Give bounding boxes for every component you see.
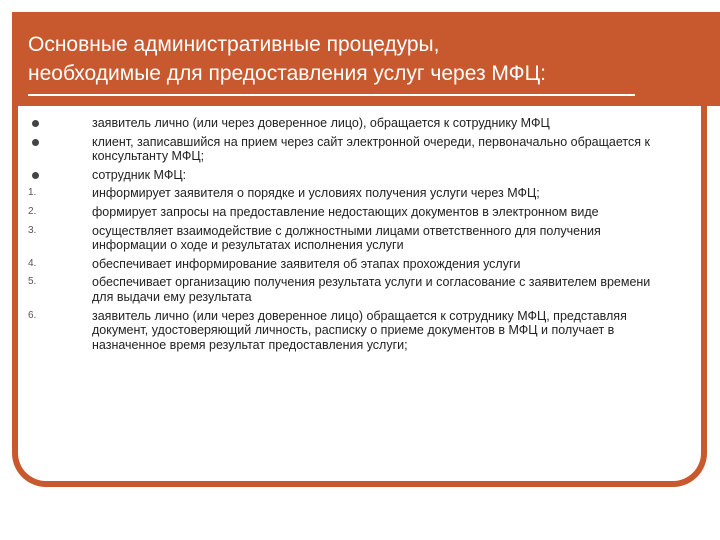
title-line-1: Основные административные процедуры, — [28, 33, 440, 56]
list-item-text: заявитель лично (или через доверенное лицо), обращается к сотруднику МФЦ — [92, 116, 550, 130]
list-marker: 2. — [28, 205, 37, 217]
list-item-text: обеспечивает информирование заявителя об этапах прохождения услуги — [92, 256, 521, 271]
procedure-list — [28, 114, 673, 352]
list-item — [28, 309, 673, 353]
list-item — [28, 275, 673, 304]
list-item — [28, 116, 673, 131]
list-marker — [28, 168, 48, 182]
bullet-dot-icon — [32, 139, 39, 146]
bullet-dot-icon — [32, 120, 39, 127]
list-item — [28, 205, 673, 220]
list-item — [28, 135, 673, 164]
slide-title — [28, 30, 648, 88]
title-line-2: необходимые для предоставления услуг через МФЦ: — [28, 62, 546, 85]
list-item-text: сотрудник МФЦ: — [92, 167, 187, 182]
list-item-text: формирует запросы на предоставление недостающих документов в электронном виде — [92, 204, 599, 219]
list-marker: 4. — [28, 257, 37, 269]
list-item-text: клиент, записавшийся на прием через сайт электронной очереди, первоначально обращается к консультанту МФЦ; — [92, 134, 650, 164]
list-item — [28, 168, 673, 183]
list-marker: 6. — [28, 309, 37, 321]
list-marker: 5. — [28, 276, 37, 288]
list-item-text: осуществляет взаимодействие с должностными лицами ответственного для получения информации о ходе и результатах исполнения услуги — [92, 223, 601, 253]
list-marker: 1. — [28, 187, 37, 199]
list-item-text: заявитель лично (или через доверенное лицо) обращается к сотруднику МФЦ, представляя документ, удостоверяющий личность, расписку о приеме документов в МФЦ и получает в назначенное время результат предоставления услуги; — [92, 308, 627, 352]
list-item-text: обеспечивает организацию получения результата услуги и согласование с заявителем времени для выдачи ему результата — [92, 275, 651, 304]
list-item — [28, 257, 673, 272]
list-marker: 3. — [28, 224, 37, 236]
list-item — [28, 224, 673, 253]
title-underline — [28, 94, 635, 96]
list-marker — [28, 135, 48, 149]
list-marker — [28, 116, 48, 130]
bullet-dot-icon — [32, 172, 39, 179]
list-item-text: информирует заявителя о порядке и условиях получения услуги через МФЦ; — [92, 186, 540, 201]
list-item — [28, 186, 673, 201]
